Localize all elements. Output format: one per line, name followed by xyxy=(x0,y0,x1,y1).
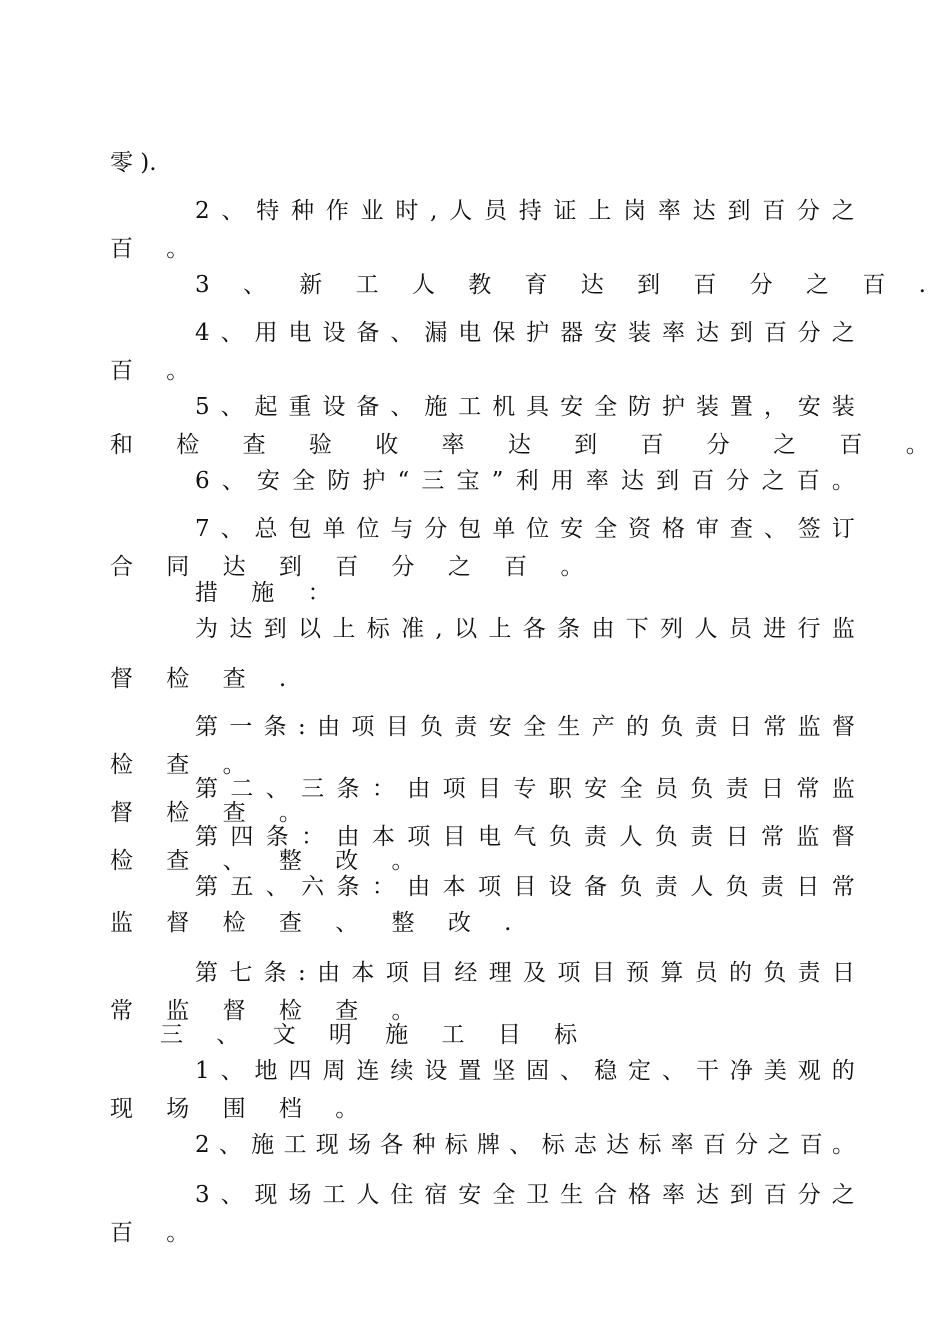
text-line-1: 零 ). xyxy=(110,150,157,176)
text-line-18: 督 检 查 。 xyxy=(110,800,315,826)
text-line-29: 3 、 现 场 工 人 住 宿 安 全 卫 生 合 格 率 达 到 百 分 之 xyxy=(195,1182,855,1208)
text-line-13: 为 达 到 以 上 标 准 , 以 上 各 条 由 下 列 人 员 进 行 监 xyxy=(195,616,855,642)
text-line-19: 第 四 条 ： 由 本 项 目 电 气 负 责 人 负 责 日 常 监 督 xyxy=(195,824,855,850)
text-line-8: 和 检 查 验 收 率 达 到 百 分 之 百 。 xyxy=(110,432,947,458)
text-line-17: 第 二 、 三 条 ： 由 项 目 专 职 安 全 员 负 责 日 常 监 xyxy=(195,776,855,802)
text-line-26: 1 、 地 四 周 连 续 设 置 坚 固 、 稳 定 、 干 净 美 观 的 xyxy=(195,1058,855,1084)
section-heading: 三 、 文 明 施 工 目 标 xyxy=(160,1022,591,1048)
text-line-5: 4 、 用 电 设 备 、 漏 电 保 护 器 安 装 率 达 到 百 分 之 xyxy=(195,320,855,346)
text-line-6: 百 。 xyxy=(110,358,203,384)
text-line-7: 5 、 起 重 设 备 、 施 工 机 具 安 全 防 护 装 置 ， 安 装 xyxy=(195,394,855,420)
text-line-28: 2 、 施 工 现 场 各 种 标 牌 、 标 志 达 标 率 百 分 之 百 。 xyxy=(195,1132,855,1158)
text-line-3: 百 。 xyxy=(110,236,203,262)
text-line-14: 督 检 查 . xyxy=(110,666,300,692)
text-line-30: 百 。 xyxy=(110,1220,203,1246)
text-line-15: 第 一 条 : 由 项 目 负 责 安 全 生 产 的 负 责 日 常 监 督 xyxy=(195,714,855,740)
text-line-10: 7 、 总 包 单 位 与 分 包 单 位 安 全 资 格 审 查 、 签 订 xyxy=(195,516,855,542)
text-line-12: 措 施 ： xyxy=(195,580,344,606)
text-line-22: 监 督 检 查 、 整 改 . xyxy=(110,910,525,936)
text-line-21: 第 五 、 六 条 ： 由 本 项 目 设 备 负 责 人 负 责 日 常 xyxy=(195,874,855,900)
text-line-27: 现 场 围 档 。 xyxy=(110,1096,372,1122)
text-line-2: 2 、 特 种 作 业 时 , 人 员 持 证 上 岗 率 达 到 百 分 之 xyxy=(195,198,855,224)
text-line-24: 常 监 督 检 查 。 xyxy=(110,998,428,1024)
text-line-20: 检 查 、 整 改 。 xyxy=(110,848,428,874)
text-line-4: 3 、 新 工 人 教 育 达 到 百 分 之 百 . xyxy=(195,272,939,298)
text-line-11: 合 同 达 到 百 分 之 百 。 xyxy=(110,554,597,580)
text-line-23: 第 七 条 : 由 本 项 目 经 理 及 项 目 预 算 员 的 负 责 日 xyxy=(195,960,855,986)
text-line-9: 6 、 安 全 防 护 “ 三 宝 ” 利 用 率 达 到 百 分 之 百 。 xyxy=(195,468,855,494)
text-line-16: 检 查 。 xyxy=(110,752,259,778)
